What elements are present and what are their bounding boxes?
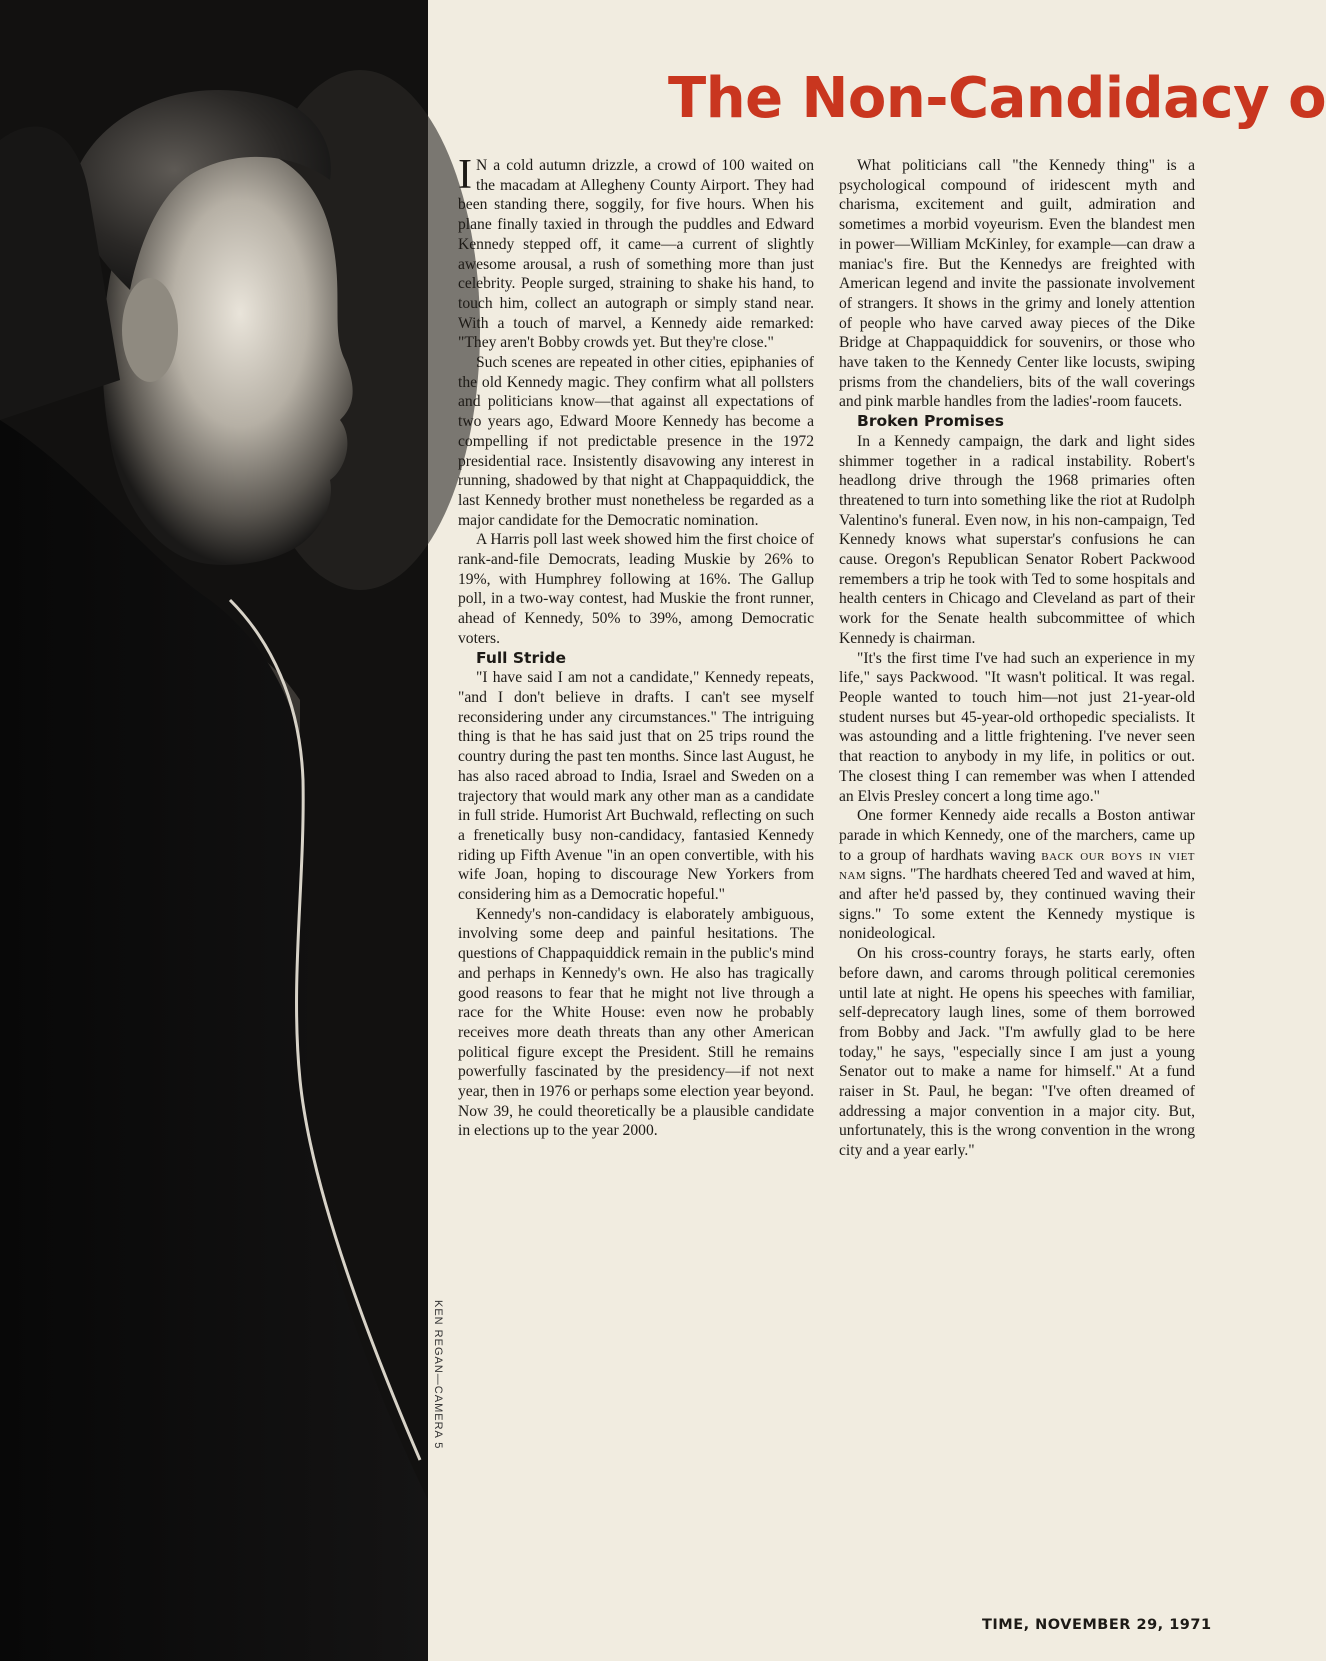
paragraph: "I have said I am not a candidate," Kennedy repeats, "and I don't believe in drafts. I can't see myself reconsidering under any circumstances." The intriguing thing is that he has said just that on 25 trips round the country during the past ten months. Since last August, he has also raced abroad to India, Israel and Sweden on a trajectory that would mark any other man as a candidate in full stride. Humorist Art Buchwald, reflecting on such a frenetically busy non-candidacy, fantasied Kennedy riding up Fifth Avenue "in an open convertible, with his wife Joan, hoping to discourage New Yorkers from considering him as a Democratic hopeful." xyxy=(458,669,814,904)
portrait-illustration xyxy=(0,0,428,1661)
section-subhead: Broken Promises xyxy=(857,412,1005,431)
text-column-1 xyxy=(458,152,814,1141)
paragraph: A Harris poll last week showed him the first choice of rank-and-file Democrats, leading Muskie by 26% to 19%, with Humphrey following at 16%. The Gallup poll, in a two-way contest, had Muskie the front runner, ahead of Kennedy, 50% to 39%, among Democratic voters. xyxy=(458,531,814,647)
paragraph-text: One former Kennedy aide recalls a Boston antiwar parade in which Kennedy, one of the marchers, came up to a group of hardhats waving xyxy=(839,807,1195,864)
page-footer: TIME, NOVEMBER 29, 1971 xyxy=(982,1617,1212,1633)
paragraph: Kennedy's non-candidacy is elaborately ambiguous, involving some deep and painful hesitations. The questions of Chappaquiddick remain in the public's mind and perhaps in Kennedy's own. He also has tragically good reasons to fear that he might not live through a race for the White House: even now he probably receives more death threats than any other American political figure except the President. Still he remains powerfully fascinated by the presidency—if not next year, then in 1976 or perhaps some election year beyond. Now 39, he could theoretically be a plausible candidate in elections up to the year 2000. xyxy=(458,905,814,1140)
paragraph xyxy=(839,806,1195,944)
paragraph: Such scenes are repeated in other cities, epiphanies of the old Kennedy magic. They confirm what all pollsters and politicians know—that against all expectations of two years ago, Edward Moore Kennedy has become a compelling if not predictable presence in the 1972 presidential race. Insistently disavowing any interest in running, shadowed by that night at Chappaquiddick, the last Kennedy brother must nonetheless be regarded as a major candidate for the Democratic nomination. xyxy=(458,354,814,529)
paragraph: In a Kennedy campaign, the dark and light sides shimmer together in a radical instability. Robert's headlong drive through the 1968 primaries often threatened to turn into something like the riot at Rudolph Valentino's funeral. Even now, in his non-campaign, Ted Kennedy knows what superstar's confusions he can cause. Oregon's Republican Senator Robert Packwood remembers a trip he took with Ted to some hospitals and health centers in Chicago and Cleveland as part of their work for the Senate health subcommittee of which Kennedy is chairman. xyxy=(839,432,1195,647)
paragraph xyxy=(458,152,814,353)
photo-credit: KEN REGAN—CAMERA 5 xyxy=(432,1300,444,1450)
article-headline: The Non-Candidacy o xyxy=(668,66,1326,131)
drop-cap: I xyxy=(458,152,472,198)
paragraph-text: N a cold autumn drizzle, a crowd of 100 waited on the macadam at Allegheny County Airport. They had been standing there, soggily, for five hours. When his plane finally taxied in through the puddles and Edward Kennedy stepped off, it came—a current of slightly awesome arousal, a rush of something more than just celebrity. People surged, straining to shake his hand, to touch him, collect an autograph or simply stand near. With a touch of marvel, a Kennedy aide remarked: "They aren't Bobby crowds yet. But they're close." xyxy=(458,157,814,352)
paragraph-text: signs. "The hardhats cheered Ted and waved at him, and after he'd passed by, they continued waving their signs." To some extent the Kennedy mystique is nonideological. xyxy=(839,866,1195,943)
kennedy-profile-photo xyxy=(0,0,428,1661)
paragraph: On his cross-country forays, he starts early, often before dawn, and caroms through political ceremonies until late at night. He opens his speeches with familiar, self-deprecatory laugh lines, some of them borrowed from Bobby and Jack. "I'm awfully glad to be here today," he says, "especially since I am just a young Senator out to make a name for himself." At a fund raiser in St. Paul, he began: "I've often dreamed of addressing a major convention in a major city. But, unfortunately, this is the wrong convention in the wrong city and a year early." xyxy=(839,945,1195,1160)
section-subhead: Full Stride xyxy=(476,648,567,667)
headline-clip xyxy=(0,0,1326,160)
paragraph: What politicians call "the Kennedy thing" is a psychological compound of iridescent myth and charisma, excitement and guilt, admiration and sometimes a morbid voyeurism. Even the blandest men in power—William McKinley, for example—can draw a maniac's fire. But the Kennedys are freighted with American legend and invite the passionate involvement of strangers. It shows in the grimy and lonely attention of people who have carved away pieces of the Dike Bridge at Chappaquiddick for souvenirs, or those who have taken to the Kennedy Center like locusts, swiping prisms from the chandeliers, bits of the wall coverings and pink marble handles from the ladies'-room faucets. xyxy=(839,157,1195,411)
sign-text-smallcaps: back our boys in viet nam xyxy=(839,846,1196,884)
text-column-2 xyxy=(839,156,1195,1161)
paragraph: "It's the first time I've had such an experience in my life," says Packwood. "It wasn't political. It was regal. People wanted to touch him—not just 21-year-old student nurses but 45-year-old orthopedic specialists. It was astounding and a little frightening. I've never seen that reaction to anybody in my life, in politics or out. The closest thing I can remember was when I attended an Elvis Presley concert a long time ago." xyxy=(839,649,1195,805)
